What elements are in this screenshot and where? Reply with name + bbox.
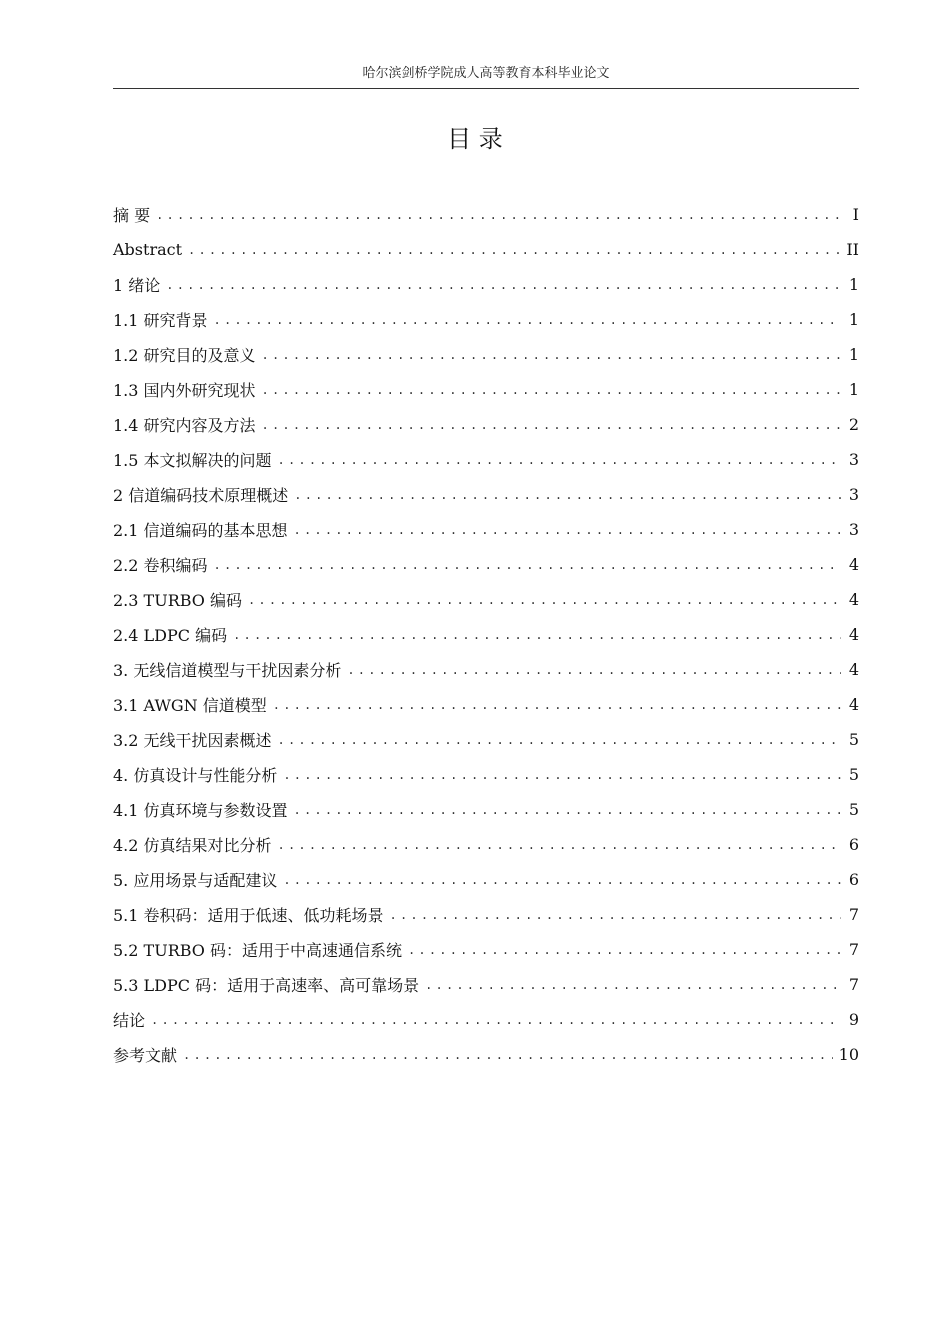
toc-entry-page-number: 10 — [838, 1045, 859, 1064]
toc-dot-leader — [278, 835, 841, 855]
toc-entry-page-number: 9 — [848, 1010, 859, 1029]
toc-entry[interactable] — [113, 547, 859, 582]
toc-dot-leader — [294, 520, 841, 540]
toc-entry-page-number: 3 — [848, 450, 859, 469]
toc-entry[interactable] — [113, 302, 859, 337]
toc-entry-label: 3.2 无线干扰因素概述 — [113, 728, 278, 751]
toc-entry-page-number: 4 — [848, 625, 859, 644]
toc-entry-label: 4.1 仿真环境与参数设置 — [113, 798, 294, 821]
toc-dot-leader — [425, 975, 841, 995]
toc-entry[interactable] — [113, 967, 859, 1002]
toc-entry[interactable] — [113, 582, 859, 617]
toc-entry[interactable] — [113, 722, 859, 757]
toc-entry-label: 5.2 TURBO 码：适用于中高速通信系统 — [113, 938, 408, 961]
toc-entry[interactable] — [113, 197, 859, 232]
toc-entry[interactable] — [113, 1037, 859, 1072]
toc-entry-page-number: 4 — [848, 555, 859, 574]
toc-entry-label: 5. 应用场景与适配建议 — [113, 868, 283, 891]
toc-entry-label: 2 信道编码技术原理概述 — [113, 483, 294, 506]
toc-entry[interactable] — [113, 407, 859, 442]
toc-entry-page-number: 7 — [848, 975, 859, 994]
toc-entry-label: 1.5 本文拟解决的问题 — [113, 448, 278, 471]
toc-entry-page-number: II — [846, 240, 859, 259]
toc-dot-leader — [183, 1045, 833, 1065]
toc-dot-leader — [188, 240, 840, 260]
toc-entry[interactable] — [113, 687, 859, 722]
toc-entry[interactable] — [113, 267, 859, 302]
toc-entry-label: 4. 仿真设计与性能分析 — [113, 763, 283, 786]
toc-entry[interactable] — [113, 932, 859, 967]
toc-dot-leader — [262, 415, 841, 435]
toc-entry-label: 4.2 仿真结果对比分析 — [113, 833, 278, 856]
toc-entry-label: 参考文献 — [113, 1043, 183, 1066]
toc-entry[interactable] — [113, 757, 859, 792]
toc-dot-leader — [278, 730, 841, 750]
toc-entry[interactable] — [113, 862, 859, 897]
toc-dot-leader — [294, 485, 841, 505]
toc-dot-leader — [233, 625, 841, 645]
toc-entry-page-number: 1 — [848, 275, 859, 294]
toc-entry-page-number: 6 — [848, 870, 859, 889]
toc-entry-label: 2.1 信道编码的基本思想 — [113, 518, 294, 541]
toc-entry[interactable] — [113, 792, 859, 827]
toc-entry[interactable] — [113, 652, 859, 687]
toc-entry-label: 2.3 TURBO 编码 — [113, 588, 248, 611]
toc-dot-leader — [273, 695, 841, 715]
toc-dot-leader — [151, 1010, 841, 1030]
table-of-contents — [113, 197, 859, 1072]
page-header: 哈尔滨剑桥学院成人高等教育本科毕业论文 — [113, 64, 859, 89]
toc-entry-label: 5.1 卷积码：适用于低速、低功耗场景 — [113, 903, 390, 926]
toc-entry-page-number: 7 — [848, 905, 859, 924]
toc-entry[interactable] — [113, 477, 859, 512]
toc-entry-label: 1.3 国内外研究现状 — [113, 378, 262, 401]
toc-entry-label: 1 绪论 — [113, 273, 166, 296]
toc-entry-label: 3. 无线信道模型与干扰因素分析 — [113, 658, 347, 681]
toc-dot-leader — [347, 660, 841, 680]
toc-entry[interactable] — [113, 442, 859, 477]
toc-entry[interactable] — [113, 617, 859, 652]
toc-entry-page-number: 1 — [848, 310, 859, 329]
toc-entry-label: 结论 — [113, 1008, 151, 1031]
toc-entry-label: 5.3 LDPC 码：适用于高速率、高可靠场景 — [113, 973, 425, 996]
toc-entry-label: Abstract — [113, 240, 188, 259]
toc-dot-leader — [262, 380, 841, 400]
toc-dot-leader — [214, 555, 841, 575]
toc-entry-page-number: 3 — [848, 485, 859, 504]
toc-entry[interactable] — [113, 232, 859, 267]
toc-entry-page-number: 5 — [848, 730, 859, 749]
toc-entry-page-number: 5 — [848, 800, 859, 819]
toc-entry[interactable] — [113, 512, 859, 547]
toc-entry-page-number: 3 — [848, 520, 859, 539]
toc-entry[interactable] — [113, 1002, 859, 1037]
toc-entry-page-number: 2 — [848, 415, 859, 434]
toc-entry-label: 1.4 研究内容及方法 — [113, 413, 262, 436]
toc-dot-leader — [283, 765, 841, 785]
toc-entry[interactable] — [113, 337, 859, 372]
toc-entry-label: 摘 要 — [113, 203, 156, 226]
toc-entry-label: 1.2 研究目的及意义 — [113, 343, 262, 366]
toc-dot-leader — [283, 870, 841, 890]
toc-entry-label: 3.1 AWGN 信道模型 — [113, 693, 273, 716]
toc-entry-page-number: 1 — [848, 380, 859, 399]
toc-entry-page-number: 4 — [848, 695, 859, 714]
toc-dot-leader — [248, 590, 841, 610]
toc-entry-label: 1.1 研究背景 — [113, 308, 214, 331]
toc-entry-label: 2.4 LDPC 编码 — [113, 623, 233, 646]
toc-dot-leader — [390, 905, 841, 925]
toc-entry-page-number: 5 — [848, 765, 859, 784]
toc-entry[interactable] — [113, 827, 859, 862]
page-title: 目 录 — [447, 125, 503, 153]
toc-dot-leader — [166, 275, 841, 295]
toc-dot-leader — [278, 450, 841, 470]
toc-entry-page-number: 1 — [848, 345, 859, 364]
toc-entry[interactable] — [113, 897, 859, 932]
toc-entry[interactable] — [113, 372, 859, 407]
toc-entry-page-number: 4 — [848, 590, 859, 609]
toc-dot-leader — [294, 800, 841, 820]
toc-entry-page-number: 7 — [848, 940, 859, 959]
toc-dot-leader — [156, 205, 841, 225]
toc-entry-page-number: 4 — [848, 660, 859, 679]
toc-entry-label: 2.2 卷积编码 — [113, 553, 214, 576]
toc-dot-leader — [262, 345, 841, 365]
toc-dot-leader — [408, 940, 841, 960]
toc-entry-page-number: I — [852, 205, 859, 224]
toc-dot-leader — [214, 310, 841, 330]
toc-entry-page-number: 6 — [848, 835, 859, 854]
